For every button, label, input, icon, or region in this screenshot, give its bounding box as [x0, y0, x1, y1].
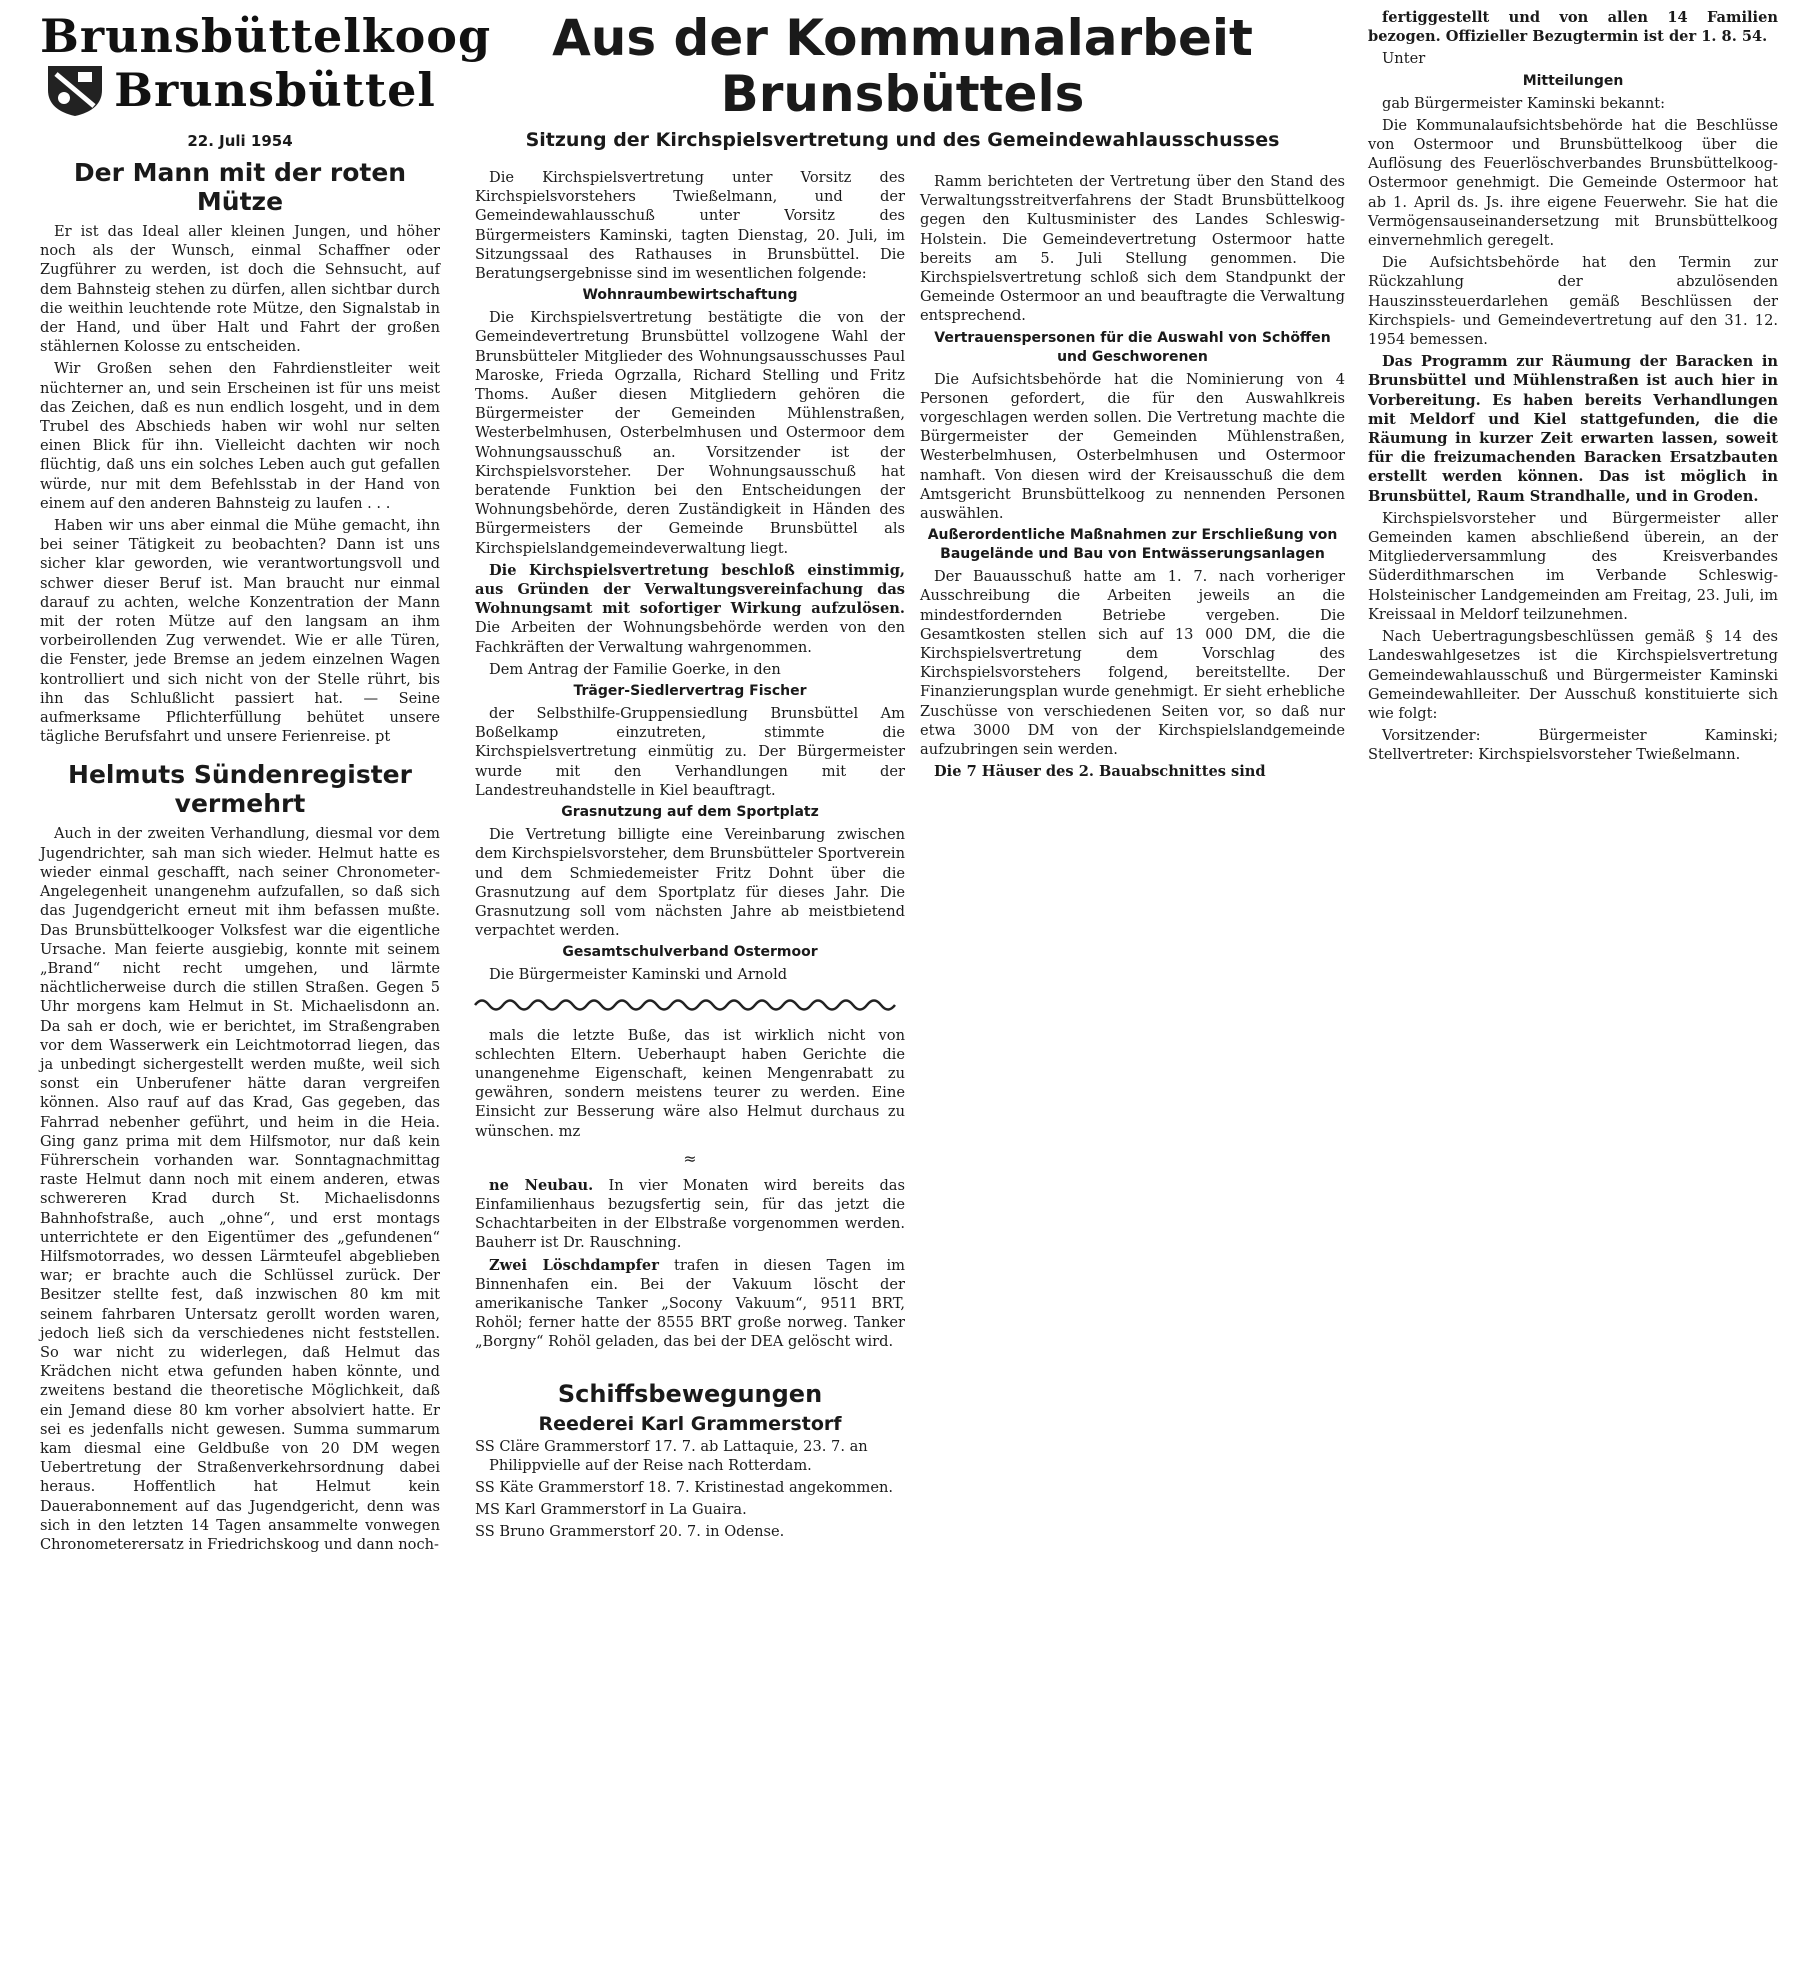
section-heading: Grasnutzung auf dem Sportplatz	[561, 804, 819, 821]
shipping-title: Schiffsbewegungen	[557, 1379, 823, 1408]
article-title-mutze: Der Mann mit der roten Mütze	[73, 158, 407, 216]
coat-of-arms-icon	[44, 62, 106, 118]
shipping-section	[475, 1380, 905, 1542]
paragraph	[475, 561, 905, 657]
article-title-kommunal: Aus der Kommunalarbeit Brunsbüttels	[552, 9, 1253, 123]
paragraph: Ramm berichteten der Vertretung über den Stand des Verwaltungsstreitverfahrens der Stadt Brunsbüttelkoog gegen den Kultusminister des Landes Schleswig-Holstein. Die Gemeindevertretung Ostermoor hatte bereits am 5. Juli Stellung genommen. Die Kirchspielsvertretung schloß sich dem Standpunkt der Gemeinde Ostermoor an und beauftragte die Verwaltung entsprechend.	[920, 173, 1345, 325]
masthead-line2-row	[40, 62, 440, 118]
paragraph: Die Aufsichtsbehörde hat die Nominierung von 4 Personen gefordert, die für den Auswahlkreis vorgeschlagen werden sollen. Die Vertretung machte die Bürgermeister der Gemeinden Mühlenstraßen, Westerbelmhusen, Osterbelmhusen und Ostermoor namhaft. Von diesen wird der Kreisausschuß die dem Amtsgericht Brunsbüttelkoog zu nennenden Personen auswählen.	[920, 370, 1345, 523]
paragraph: fertiggestellt und von allen 14 Familien bezogen. Offizieller Bezugtermin ist der 1. 8. 54.	[1368, 9, 1778, 46]
paragraph: Das Programm zur Räumung der Baracken in Brunsbüttel und Mühlenstraßen ist auch hier in Vorbereitung. Es haben bereits Verhandlungen mit Meldorf und Kiel stattgefunden, die die Räumung in kurzer Zeit erwarten lassen, soweit für die freizumachenden Baracken Ersatzbauten erstellt werden können. Das ist möglich in Brunsbüttel, Raum Strandhalle, und in Groden.	[1368, 353, 1778, 505]
paragraph	[475, 1256, 905, 1352]
paragraph: Kirchspielsvorsteher und Bürgermeister aller Gemeinden kamen abschließend überein, an der Mitgliederversammlung des Kreisverbandes Süderdithmarschen im Verbande Schleswig-Holsteinischer Landgemeinden am Freitag, 23. Juli, im Kreissaal in Meldorf teilzunehmen.	[1368, 509, 1778, 623]
paragraph: Die Kirchspielsvertretung unter Vorsitz des Kirchspielsvorstehers Twießelmann, und der Gemeindewahlausschuß unter Vorsitz des Bürgermeisters Kaminski, tagten Dienstag, 20. Juli, im Sitzungssaal des Rathauses in Brunsbüttel. Die Beratungsergebnisse sind im wesentlichen folgende:	[475, 169, 905, 283]
paragraph: Die Kirchspielsvertretung bestätigte die von der Gemeindevertretung Brunsbüttel vollzogene Wahl der Brunsbütteler Mitglieder des Wohnungsausschusses Paul Maroske, Frieda Ogrzalla, Richard Stelling und Fritz Thoms. Außer diesen Mitgliedern gehören die Bürgermeister der Gemeinden Mühlenstraßen, Westerbelmhusen, Osterbelmhusen und Ostermoor dem Wohnungsausschuß an. Vorsitzender ist der Kirchspielsvorsteher. Der Wohnungsausschuß hat beratende Funktion bei den Entscheidungen der Wohnungsbehörde, deren Zuständigkeit in Händen des Bürgermeisters der Gemeinde Brunsbüttel als Kirchspielslandgemeindeverwaltung liegt.	[475, 309, 905, 557]
paragraph: Die Bürgermeister Kaminski und Arnold	[489, 966, 788, 984]
bold-text: Zwei Löschdampfer	[489, 1256, 659, 1274]
bold-text: Die Kirchspielsvertretung beschloß einstimmig, aus Gründen der Verwaltungsvereinfachung das Wohnungsamt mit sofortiger Wirkung aufzulösen.	[475, 561, 905, 618]
shipping-entry: SS Käte Grammerstorf 18. 7. Kristinestad angekommen.	[475, 1478, 894, 1496]
paragraph	[475, 1176, 905, 1253]
paragraph: Dem Antrag der Familie Goerke, in den	[489, 660, 781, 678]
paragraph: Die Kommunalaufsichtsbehörde hat die Beschlüsse von Ostermoor und Brunsbüttelkoog über die Auflösung des Feuerlöschverbandes Brunsbüttelkoog-Ostermoor genehmigt. Die Gemeinde Ostermoor hat ab 1. April ds. Js. ihre eigene Feuerwehr. Sie hat die Vermögensauseinandersetzung mit Brunsbüttelkoog einvernehmlich geregelt.	[1368, 116, 1778, 250]
text: trafen in diesen Tagen im Binnenhafen ein. Bei der Vakuum löscht der amerikanische Tanker „Socony Vakuum“, 9511 BRT, Rohöl; ferner hatte der 8555 BRT große norweg. Tanker „Borgny“ Rohöl geladen, das bei der DEA gelöscht wird.	[475, 1256, 905, 1351]
paragraph: Nach Uebertragungsbeschlüssen gemäß § 14 des Landeswahlgesetzes ist die Kirchspielsvertretung Gemeindewahlausschuß und Bürgermeister Kaminski Gemeindewahlleiter. Der Ausschuß konstituierte sich wie folgt:	[1368, 628, 1778, 722]
shipping-entry: SS Cläre Grammerstorf 17. 7. ab Lattaquie, 23. 7. an Philippvielle auf der Reise nach Rotterdam.	[475, 1437, 868, 1474]
shipping-entry: MS Karl Grammerstorf in La Guaira.	[475, 1501, 747, 1519]
masthead	[40, 9, 492, 118]
kommunal-headline-block	[475, 10, 1330, 162]
masthead-line2: Brunsbüttel	[114, 63, 436, 117]
paragraph: gab Bürgermeister Kaminski bekannt:	[1382, 94, 1666, 112]
paragraph: der Selbsthilfe-Gruppensiedlung Brunsbüttel Am Boßelkamp einzutreten, stimmte die Kirchspielsvertretung einmütig zu. Der Bürgermeister wurde mit den Verhandlungen mit der Landestreuhandstelle in Kiel beauftragt.	[475, 705, 905, 799]
wave-ornament-icon: ≈	[683, 1148, 697, 1168]
wave-divider	[475, 996, 895, 1014]
article-title-helmut: Helmuts Sündenregister vermehrt	[68, 760, 412, 819]
paragraph: Vorsitzender: Bürgermeister Kaminski; Stellvertreter: Kirchspielsvorsteher Twießelmann.	[1368, 727, 1778, 764]
article-subtitle-kommunal: Sitzung der Kirchspielsvertretung und des Gemeindewahlausschusses	[525, 129, 1280, 151]
bold-text: ne Neubau.	[489, 1176, 594, 1194]
paragraph: Die Vertretung billigte eine Vereinbarung zwischen dem Kirchspielsvorsteher, dem Brunsbütteler Sportverein und dem Schmiedemeister Fritz Dohnt über die Grasnutzung auf dem Sportplatz für dieses Jahr. Die Grasnutzung soll vom nächsten Jahre ab meistbietend verpachtet werden.	[475, 826, 905, 940]
section-heading: Wohnraumbewirtschaftung	[582, 287, 798, 304]
text: In vier Monaten wird bereits das Einfamilienhaus bezugsfertig sein, für das jetzt die Schachtarbeiten in der Elbstraße vorgenommen werden. Bauherr ist Dr. Rauschning.	[475, 1176, 906, 1252]
section-heading: Träger-Siedlervertrag Fischer	[573, 683, 807, 700]
shipping-entry: SS Bruno Grammerstorf 20. 7. in Odense.	[475, 1523, 785, 1541]
right-column	[1368, 8, 1778, 868]
section-heading: Außerordentliche Maßnahmen zur Erschließung von Baugelände und Bau von Entwässerungsanlagen	[927, 527, 1338, 563]
left-column	[40, 9, 492, 1828]
text: Die Arbeiten der Wohnungsbehörde werden von den Fachkräften der Verwaltung wahrgenommen.	[475, 619, 905, 656]
paragraph: mals die letzte Buße, das ist wirklich nicht von schlechten Eltern. Ueberhaupt haben Gerichte die unangenehme Eigenschaft, keinen Mengenrabatt zu gewähren, sondern meistens teurer zu werden. Eine Einsicht zur Besserung wäre also Helmut durchaus zu wünschen. mz	[475, 1026, 905, 1140]
issue-date: 22. Juli 1954	[187, 132, 293, 150]
masthead-line1: Brunsbüttelkoog	[40, 9, 492, 63]
paragraph: Die 7 Häuser des 2. Bauabschnittes sind	[934, 763, 1266, 781]
paragraph: Die Aufsichtsbehörde hat den Termin zur Rückzahlung der abzulösenden Hauszinssteuerdarlehen gemäß Beschlüssen der Kirchspiels- und Gemeindevertretung auf den 31. 12. 1954 bemessen.	[1368, 254, 1778, 349]
section-heading: Vertrauenspersonen für die Auswahl von Schöffen und Geschworenen	[934, 329, 1331, 365]
paragraph: Unter	[1382, 50, 1426, 68]
middle-column	[475, 168, 905, 1988]
section-heading: Gesamtschulverband Ostermoor	[562, 944, 818, 961]
paragraph: Auch in der zweiten Verhandlung, diesmal vor dem Jugendrichter, sah man sich wieder. Helmut hatte es wieder einmal geschafft, nach seiner Chronometer-Angelegenheit unangenehm aufzufallen, so daß sich das Jugendgericht erneut mit ihm befassen mußte. Das Brunsbüttelkooger Volksfest war die eigentliche Ursache. Man feierte ausgiebig, konnte mit seinem „Brand“ nicht recht umgehen, und lärmte nächtlicherweise durch die stillen Straßen. Gegen 5 Uhr morgens kam Helmut in St. Michaelisdonn an. Da sah er doch, wie er berichtet, im Straßengraben vor dem Wasserwerk ein Leichtmotorrad liegen, das ja unbedingt sichergestellt werden mußte, weil sich sonst ein Unberufener hätte daran vergreifen können. Also rauf auf das Krad, Gas gegeben, das Fahrrad nebenher geführt, und heim in die Heia. Ging ganz prima mit dem Hilfsmotor, nur daß kein Führerschein vorhanden war. Sonntagnachmittag raste Helmut dann noch mit einem anderen, etwas schwereren Krad durch St. Michaelisdonns Bahnhofstraße, auch „ohne“, und erst montags unterrichtete er den Eigentümer des „gefundenen“ Hilfsmotorrades, wo dessen Lärmteufel abgeblieben war; er brachte auch die Schlüssel zurück. Der Besitzer stellte fest, daß inzwischen 80 km mit seinem fahrbaren Untersatz gerollt worden waren, jedoch ließ sich da verschiedenes nicht feststellen. So war nicht zu widerlegen, daß Helmut das Krädchen nicht etwa gefunden haben könnte, und zweitens bestand die theoretische Möglichkeit, daß ein Jemand diese 80 km vorher absolviert hatte. Er sei es jedenfalls nicht gewesen. Summa summarum kam diesmal eine Geldbuße von 20 DM wegen Uebertretung der Straßenverkehrsordnung dabei heraus. Hoffentlich hat Helmut kein Dauerabonnement auf das Jugendgericht, denn was sich in den letzten 14 Tagen ansammelte vonwegen Chronometerersatz in Friedrichskoog und dann noch-	[40, 825, 440, 1553]
paragraph: Haben wir uns aber einmal die Mühe gemacht, ihn bei seiner Tätigkeit zu beobachten? Dann ist uns sicher klar geworden, wie verantwortungsvoll und schwer dieser Beruf ist. Man braucht nur einmal darauf zu achten, welche Konzentration der Mann mit der roten Mütze auf den langsam an ihm vorbeirollenden Zug verwendet. Wie er alle Türen, die Fenster, jede Bremse an jedem einzelnen Wagen kontrolliert und sich nicht von der Stelle rührt, bis ihn das Schlußlicht passiert hat. — Seine aufmerksame Pflichterfüllung behütet unsere tägliche Berufsfahrt und unsere Ferienreise. pt	[40, 517, 440, 746]
paragraph: Der Bauausschuß hatte am 1. 7. nach vorheriger Ausschreibung die Arbeiten jeweils an die mindestfordernden Betriebe vergeben. Die Gesamtkosten stellen sich auf 13 000 DM, die die Kirchspielsvertretung dem Vorschlag des Kirchspielsvorstehers folgend, bereitstellte. Der Finanzierungsplan wurde genehmigt. Er sieht erhebliche Zuschüsse von verschiedenen Seiten vor, so daß nur etwa 3000 DM von der Kirchspielslandgemeinde aufzubringen sein werden.	[920, 568, 1345, 759]
shipping-subtitle: Reederei Karl Grammerstorf	[538, 1412, 842, 1435]
section-heading: Mitteilungen	[1522, 72, 1624, 89]
third-column	[920, 172, 1345, 872]
paragraph: Er ist das Ideal aller kleinen Jungen, und höher noch als der Wunsch, einmal Schaffner oder Zugführer zu werden, ist doch die Sehnsucht, auf dem Bahnsteig stehen zu dürfen, allen sichtbar durch die weithin leuchtende rote Mütze, den Signalstab in der Hand, und über Halt und Fahrt der großen stählernen Kolosse zu entscheiden.	[40, 223, 440, 356]
paragraph: Wir Großen sehen den Fahrdienstleiter weit nüchterner an, und sein Erscheinen ist für uns meist das Zeichen, daß es nun endlich losgeht, und in dem Trubel des Abschieds haben wir wohl nur selten einen Blick für ihn. Vielleicht dachten wir noch flüchtig, daß uns ein solches Leben auch gut gefallen würde, nur mit dem Befehlsstab in der Hand von einem auf den anderen Bahnsteig zu laufen . . .	[40, 360, 440, 512]
